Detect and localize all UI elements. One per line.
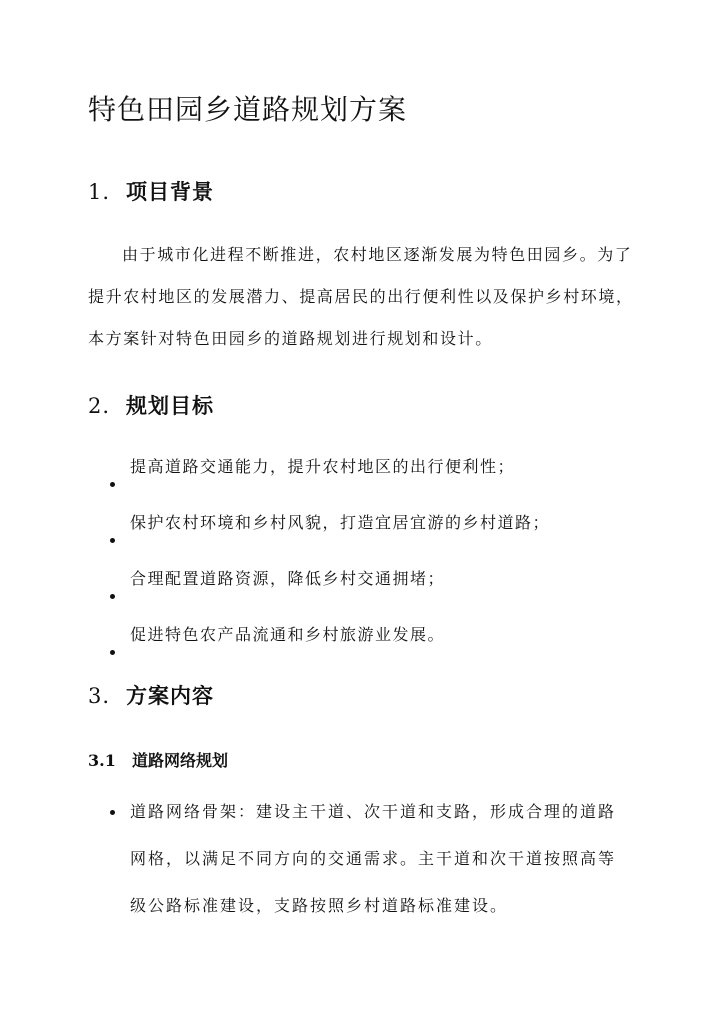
section-number: 1.: [88, 180, 111, 204]
section-heading-background: [88, 176, 214, 206]
road-network-list: [88, 800, 628, 929]
section-number: 2.: [88, 394, 111, 418]
section-title: 规划目标: [126, 393, 214, 418]
bullet-icon: [110, 650, 115, 655]
list-item: [88, 788, 628, 929]
section-title: 方案内容: [126, 683, 214, 708]
bullet-icon: [110, 810, 115, 815]
list-item-text: 道路网络骨架：建设主干道、次干道和支路，形成合理的道路网格，以满足不同方向的交通需求。主干道和次干道按照高等级公路标准建设，支路按照乡村道路标准建设。: [130, 802, 617, 915]
goals-list: [88, 455, 550, 679]
background-paragraph: 由于城市化进程不断推进，农村地区逐渐发展为特色田园乡。为了提升农村地区的发展潜力、提高居民的出行便利性以及保护乡村环境，本方案针对特色田园乡的道路规划进行规划和设计。: [88, 245, 634, 348]
section-title: 项目背景: [126, 179, 214, 204]
list-item: [88, 623, 550, 679]
list-item-text: 合理配置道路资源，降低乡村交通拥堵；: [130, 569, 446, 588]
bullet-icon: [110, 482, 115, 487]
section-heading-goals: [88, 390, 214, 420]
list-item-text: 促进特色农产品流通和乡村旅游业发展。: [130, 625, 446, 644]
subsection-heading-road-network: [88, 748, 228, 771]
document-title: 特色田园乡道路规划方案: [88, 93, 408, 126]
bullet-icon: [110, 594, 115, 599]
list-item: [88, 511, 550, 567]
subsection-title: 道路网络规划: [132, 751, 229, 770]
list-item: [88, 455, 550, 511]
list-item: [88, 567, 550, 623]
list-item-text: 提高道路交通能力，提升农村地区的出行便利性；: [130, 457, 516, 476]
list-item-text: 保护农村环境和乡村风貌，打造宜居宜游的乡村道路；: [130, 513, 551, 532]
bullet-icon: [110, 538, 115, 543]
section-heading-plan: [88, 680, 214, 710]
section-number: 3.: [88, 684, 111, 708]
subsection-number: 3.1: [88, 751, 116, 770]
